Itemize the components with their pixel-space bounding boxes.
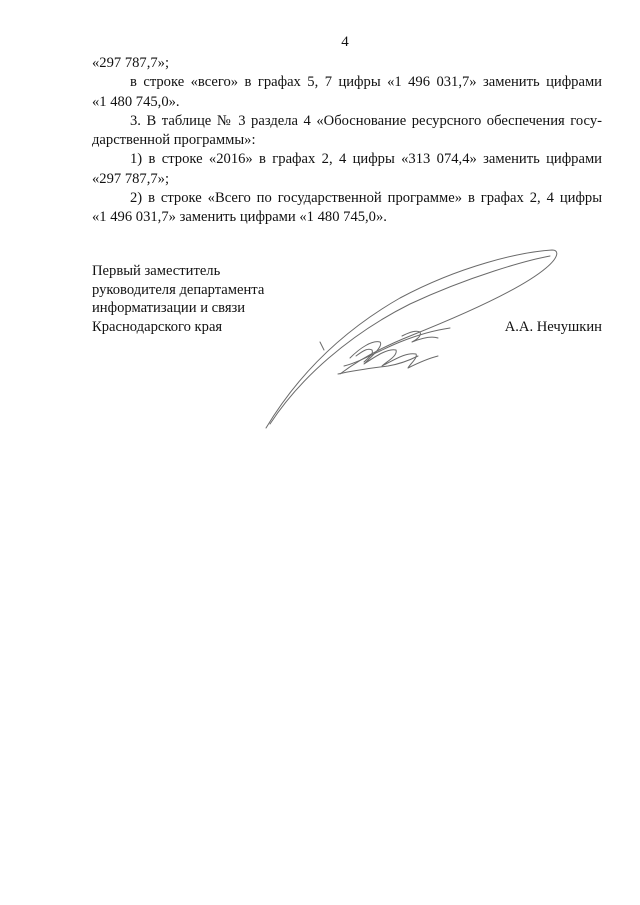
signer-title-line: руководителя департамента <box>92 281 265 298</box>
text-line: дарственной программы»: <box>92 132 256 149</box>
page-number: 4 <box>341 34 349 50</box>
text-line: «1 480 745,0». <box>92 93 180 110</box>
text-line: 2) в строке «Всего по государственной программе» в графах 2, 4 цифры <box>130 190 602 207</box>
signer-title-line: Первый заместитель <box>92 263 221 279</box>
text-line: 1) в строке «2016» в графах 2, 4 цифры «313 074,4» заменить цифрами <box>130 151 602 168</box>
signer-title-line: Краснодарского края <box>92 318 223 335</box>
text-line: 3. В таблице № 3 раздела 4 «Обоснование ресурсного обеспечения госу- <box>130 112 602 129</box>
text-line: «1 496 031,7» заменить цифрами «1 480 745,0». <box>92 209 387 226</box>
text-line: «297 787,7»; <box>92 55 170 71</box>
handwritten-signature <box>260 238 590 438</box>
text-line: в строке «всего» в графах 5, 7 цифры «1 496 031,7» заменить цифрами <box>130 74 602 91</box>
signer-name: А.А. Нечушкин <box>504 318 602 335</box>
signer-title-line: информатизации и связи <box>92 300 246 316</box>
document-body <box>92 54 602 228</box>
text-line: «297 787,7»; <box>92 170 170 187</box>
